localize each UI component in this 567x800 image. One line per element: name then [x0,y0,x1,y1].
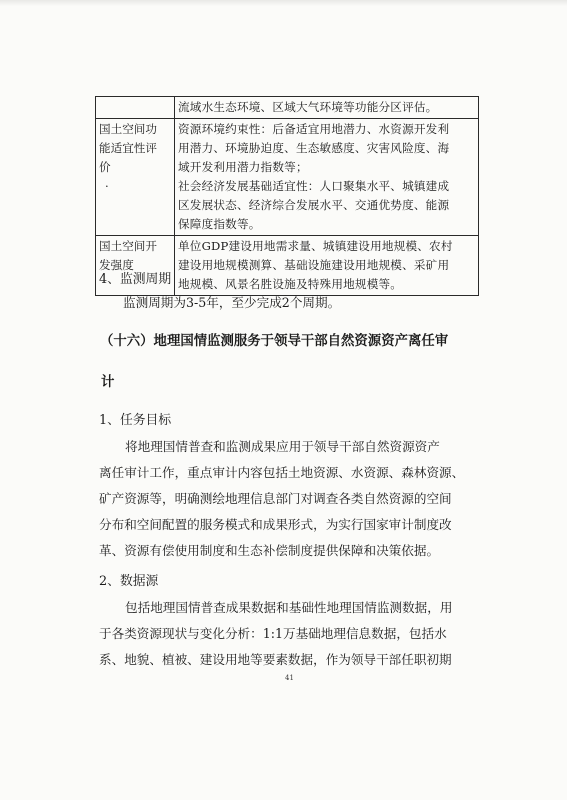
table-cell-content: 流域水生态环境、区域大气环境等功能分区评估。 [175,97,479,119]
table-row [96,119,479,236]
heading-task-goal: 1、任务目标 [99,413,172,428]
paragraph-line: 离任审计工作，重点审计内容包括土地资源、水资源、森林资源、 [99,465,465,480]
paragraph-line: 矿产资源等，明确测绘地理信息部门对调查各类自然资源的空间 [99,491,452,506]
paragraph-line: 将地理国情普查和监测成果应用于领导干部自然资源资产 [125,439,440,454]
heading-data-source: 2、数据源 [99,574,159,589]
paragraph-line: 于各类资源现状与变化分析：1:1万基础地理信息数据，包括水 [99,626,447,641]
heading-monitoring-period: 4、监测周期 [99,272,172,287]
table-cell-label [96,97,175,119]
indicator-table [95,96,479,296]
table-cell-label: 国土空间功 能适宜性评 价 · [96,119,175,236]
paragraph-line: 革、资源有偿使用制度和生态补偿制度提供保障和决策依据。 [99,543,440,558]
section-title-line1: （十六）地理国情监测服务于领导干部自然资源资产离任审 [100,333,449,349]
section-title-line2: 计 [101,374,115,390]
paragraph-line: 系、地貌、植被、建设用地等要素数据，作为领导干部任职初期 [99,652,452,667]
paragraph-line: 包括地理国情普查成果数据和基础性地理国情监测数据，用 [125,600,453,615]
paragraph-monitoring-period: 监测周期为3-5年，至少完成2个周期。 [123,295,341,310]
table-cell-content: 资源环境约束性：后备适宜用地潜力、水资源开发利 用潜力、环境胁迫度、生态敏感度、灾害风险度、海 域开发利用潜力指数等； 社会经济发展基础适宜性：人口聚集水平、城镇建成 区发展状态、经济综合发展水平、交通优势度、能源 保障度指数等。 [175,119,479,236]
table-row [96,97,479,119]
scan-edge [0,0,567,6]
table-cell-content: 单位GDP建设用地需求量、城镇建设用地规模、农村 建设用地规模测算、基础设施建设用地规模、采矿用 地规模、风景名胜设施及特殊用地规模等。 [175,236,479,296]
table-cell-label: 国土空间开 发强度 [96,236,175,296]
page-number: 41 [285,674,294,682]
paragraph-line: 分布和空间配置的服务模式和成果形式，为实行国家审计制度改 [99,517,452,532]
